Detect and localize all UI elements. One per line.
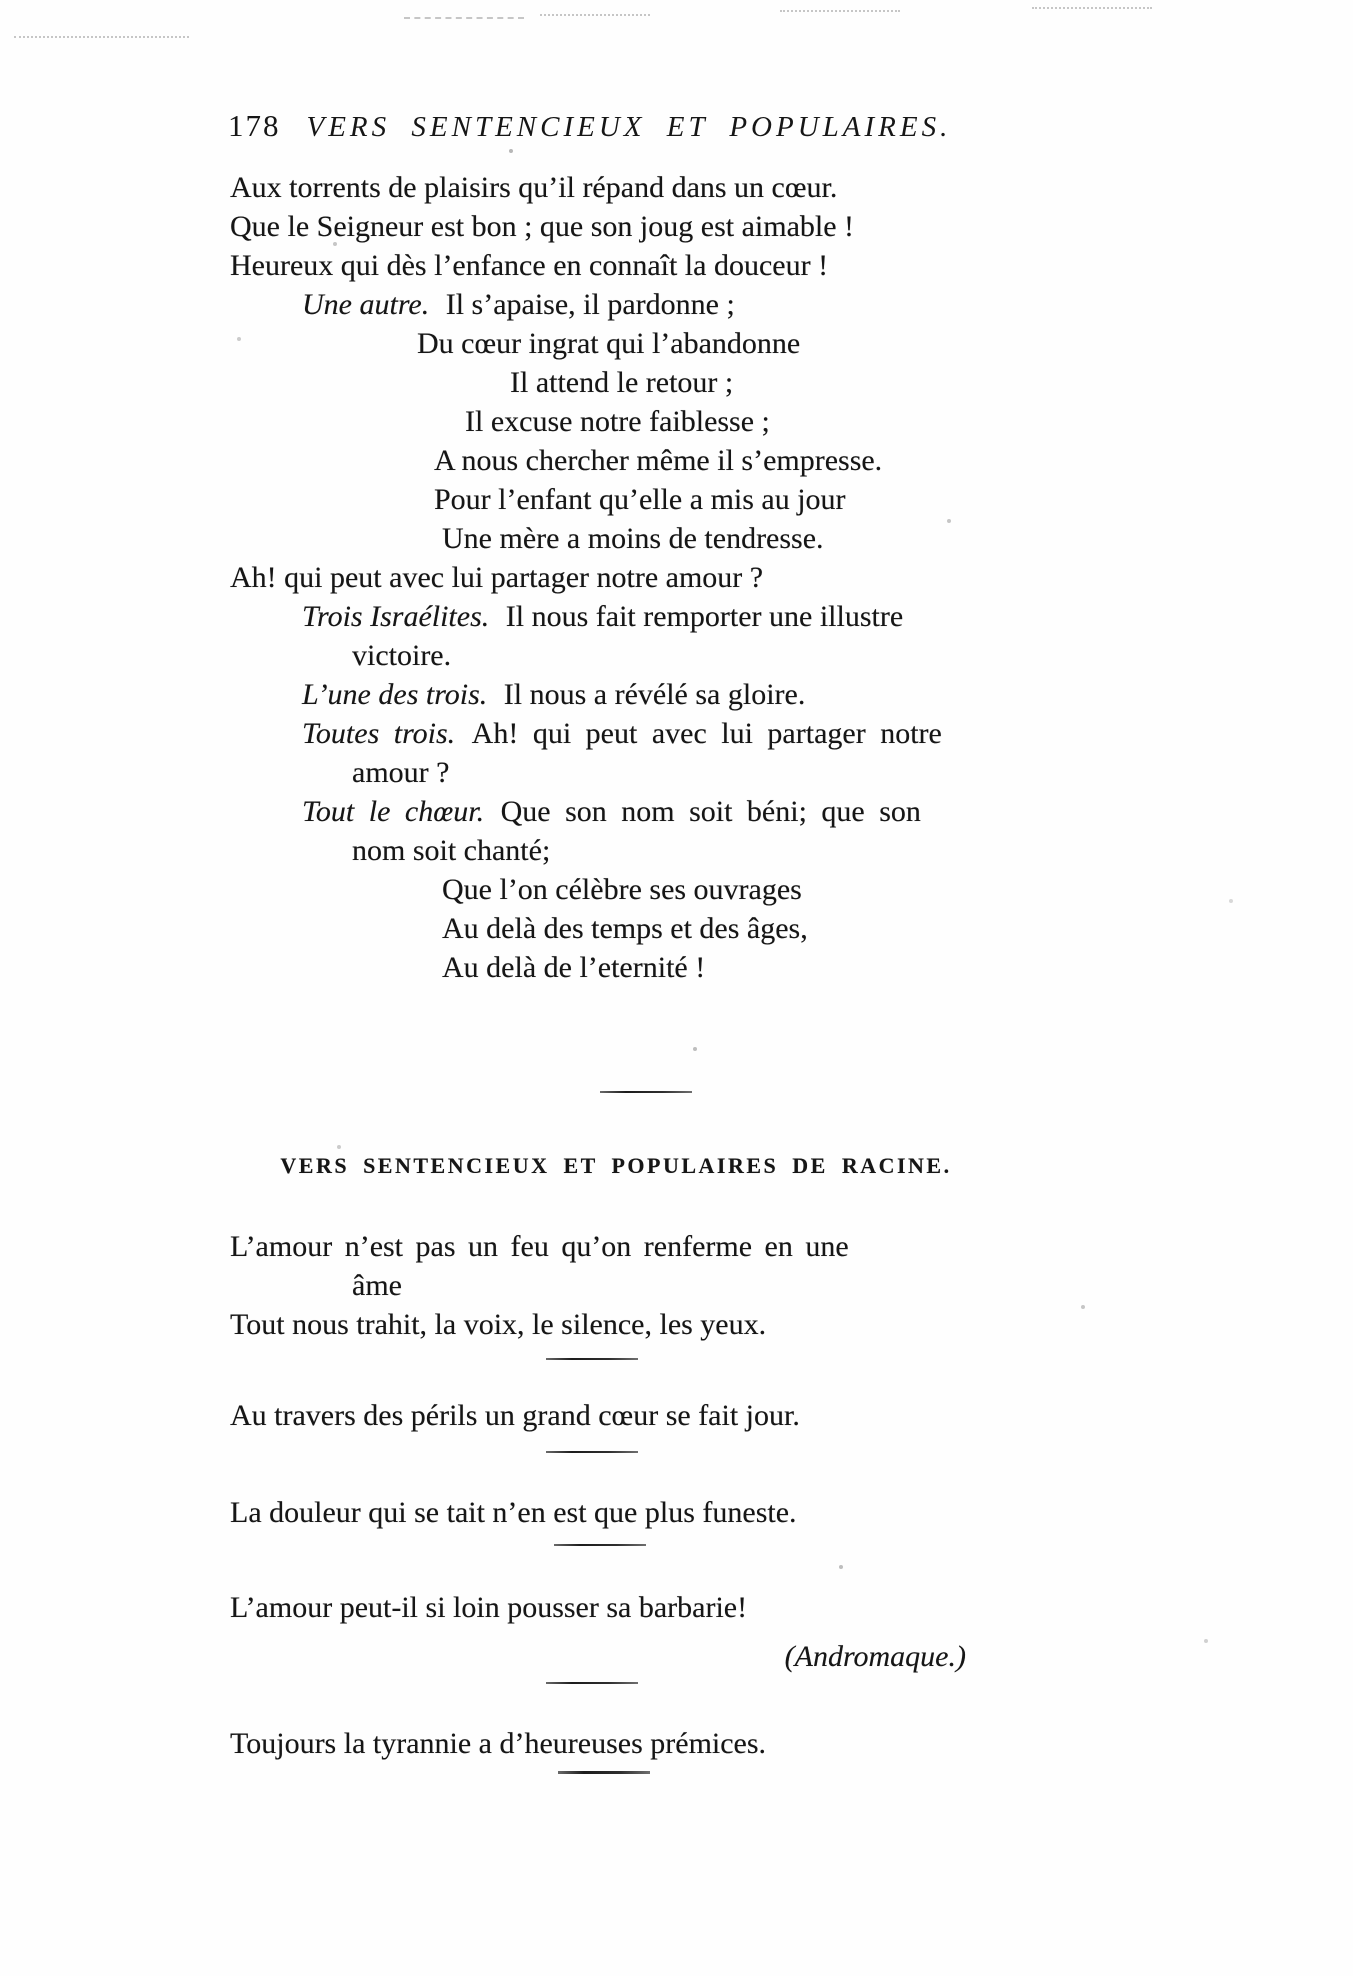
running-title: VERS SENTENCIEUX ET POPULAIRES. xyxy=(306,111,952,143)
verse-line xyxy=(302,597,1002,636)
scan-artifact xyxy=(540,14,650,16)
verse-line xyxy=(230,168,1002,207)
verse-text: Pour l’enfant qu’elle a mis au jour xyxy=(434,483,846,516)
scan-artifact xyxy=(1032,7,1152,9)
verse-line xyxy=(442,519,1002,558)
verse-text: Aux torrents de plaisirs qu’il répand dans un cœur. xyxy=(230,171,838,204)
separator-rule xyxy=(546,1358,638,1360)
verse-line xyxy=(302,714,1002,753)
verse-text: Au travers des périls un grand cœur se fait jour. xyxy=(230,1399,800,1432)
page-header xyxy=(228,108,1128,144)
verse-text: Au delà de l’eternité ! xyxy=(442,951,706,984)
verse-line xyxy=(442,870,1002,909)
separator-rule xyxy=(600,1091,692,1093)
verse-line xyxy=(230,1493,1002,1532)
verse-line xyxy=(230,1724,1002,1763)
verse-text: âme xyxy=(352,1269,402,1302)
separator-rule xyxy=(554,1544,646,1546)
verse-line xyxy=(442,909,1002,948)
verse-line xyxy=(352,636,1002,675)
verse-text: Il s’apaise, il pardonne ; xyxy=(445,288,735,321)
attribution: (Andromaque.) xyxy=(784,1640,966,1673)
speaker-label: Trois Israélites. xyxy=(302,600,490,633)
verse-line xyxy=(302,285,1002,324)
verse-line xyxy=(352,1266,1002,1305)
verse-text: Toujours la tyrannie a d’heureuses prémices. xyxy=(230,1727,767,1760)
verse-line xyxy=(230,207,1002,246)
section-heading: VERS SENTENCIEUX ET POPULAIRES DE RACINE. xyxy=(280,1153,952,1178)
verse-line xyxy=(417,324,1002,363)
verse-line xyxy=(465,402,1002,441)
verse-text: nom soit chanté; xyxy=(352,834,551,867)
scan-artifact xyxy=(404,17,524,19)
verse-line xyxy=(434,441,1002,480)
verse-text: victoire. xyxy=(352,639,452,672)
scan-artifact xyxy=(780,10,900,12)
verse-text: amour ? xyxy=(352,756,450,789)
verse-text: Que son nom soit béni; que son xyxy=(500,795,921,828)
page-number: 178 xyxy=(228,108,281,143)
verse-text: Une mère a moins de tendresse. xyxy=(442,522,824,555)
verse-line xyxy=(302,792,1002,831)
verse-text: La douleur qui se tait n’en est que plus funeste. xyxy=(230,1496,797,1529)
text-block xyxy=(230,168,1002,1774)
separator-rule xyxy=(546,1451,638,1453)
verse-line xyxy=(352,831,1002,870)
verse-line xyxy=(230,1305,1002,1344)
verse-text: Que l’on célèbre ses ouvrages xyxy=(442,873,802,906)
speaker-label: Une autre. xyxy=(302,288,430,321)
speaker-label: Tout le chœur. xyxy=(302,795,485,828)
verse-line xyxy=(230,1588,1002,1627)
verse-line xyxy=(352,753,1002,792)
separator-rule xyxy=(546,1682,638,1684)
verse-text: Il nous a révélé sa gloire. xyxy=(503,678,806,711)
verse-text: Tout nous trahit, la voix, le silence, les yeux. xyxy=(230,1308,767,1341)
verse-text: L’amour peut-il si loin pousser sa barbarie! xyxy=(230,1591,748,1624)
verse-line xyxy=(230,1396,1002,1435)
speaker-label: Toutes trois. xyxy=(302,717,456,750)
verse-text: Il nous fait remporter une illustre xyxy=(505,600,904,633)
verse-text: Que le Seigneur est bon ; que son joug est aimable ! xyxy=(230,210,855,243)
verse-line xyxy=(302,675,1002,714)
scan-noise xyxy=(0,0,2,2)
verse-line xyxy=(510,363,1002,402)
verse-text: Ah! qui peut avec lui partager notre amour ? xyxy=(230,561,764,594)
verse-text: Au delà des temps et des âges, xyxy=(442,912,808,945)
verse-line xyxy=(442,948,1002,987)
speaker-label: L’une des trois. xyxy=(302,678,488,711)
verse-text: A nous chercher même il s’empresse. xyxy=(434,444,883,477)
verse-line xyxy=(230,1227,1002,1266)
verse-line xyxy=(230,246,1002,285)
verse-text: Du cœur ingrat qui l’abandonne xyxy=(417,327,801,360)
verse-text: Heureux qui dès l’enfance en connaît la douceur ! xyxy=(230,249,829,282)
separator-rule xyxy=(558,1771,650,1774)
verse-text: Ah! qui peut avec lui partager notre xyxy=(471,717,942,750)
scan-artifact xyxy=(14,36,189,38)
verse-text: Il attend le retour ; xyxy=(510,366,734,399)
verse-text: L’amour n’est pas un feu qu’on renferme en une xyxy=(230,1230,849,1263)
verse-line xyxy=(230,558,1002,597)
verse-line xyxy=(434,480,1002,519)
verse-text: Il excuse notre faiblesse ; xyxy=(465,405,770,438)
